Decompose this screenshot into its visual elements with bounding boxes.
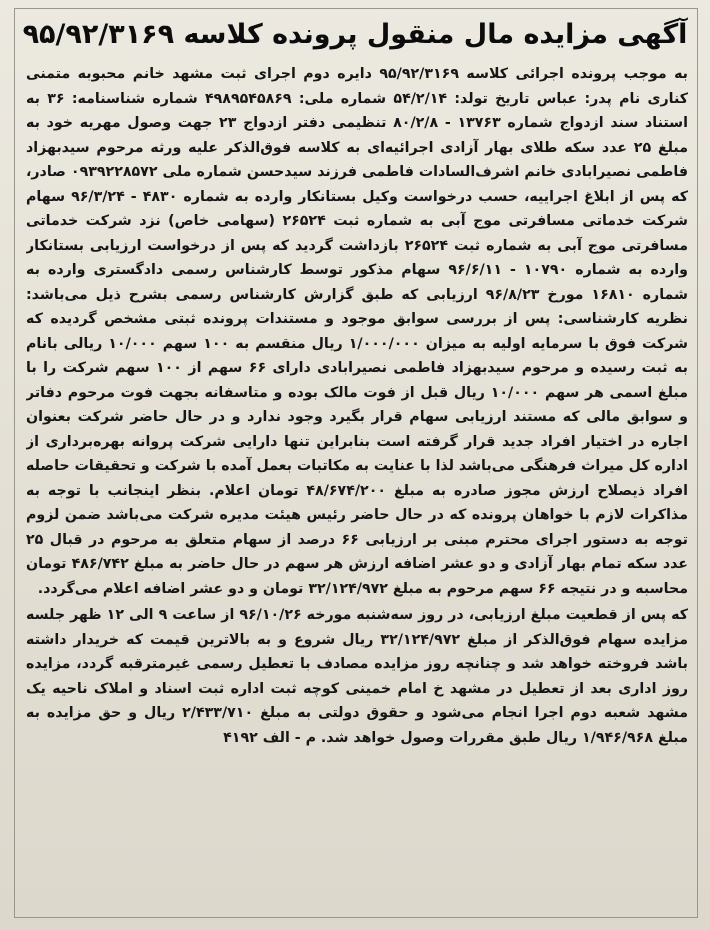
notice-paragraph-main: به موجب پرونده اجرائی کلاسه ۹۵/۹۲/۳۱۶۹ دایره دوم اجرای ثبت مشهد خانم محبوبه متمنی کناری نام پدر: عباس تاریخ تولد: ۵۴/۲/۱۴ شماره ملی: ۴۹۸۹۵۴۵۸۶۹ شماره شناسنامه: ۳۶ به استناد سند ازدواج شماره ۱۳۷۶۳ - ۸۰/۲/۸ تنظیمی دفتر ازدواج ۲۳ جهت وصول مهریه خود به مبلغ ۲۵ عدد سکه طلای بهار آزادی اجرائیه‌ای به کلاسه فوق‌الذکر علیه ورثه مرحوم سیدبهزاد فاطمی نصیرابادی خانم اشرف‌السادات فاطمی فرزند سیدحسن شماره ملی ۰۹۳۹۲۲۸۵۷۲ صادر، که پس از ابلاغ اجراییه، حسب درخواست وکیل بستانکار وارده به شماره ۴۸۳۰ - ۹۶/۳/۲۴ سهام شرکت خدماتی مسافرتی موج آبی به شماره ثبت ۲۶۵۲۴ (سهامی خاص) نزد شرکت خدماتی مسافرتی موج آبی به شماره ثبت ۲۶۵۲۴ بازداشت گردید که پس از درخواست ارزیابی بستانکار وارده به شماره ۱۰۷۹۰ - ۹۶/۶/۱۱ سهام مذکور توسط کارشناس رسمی دادگستری وارده به شماره ۱۶۸۱۰ مورخ ۹۶/۸/۲۳ ارزیابی که طبق گزارش کارشناس رسمی بشرح ذیل می‌باشد: نظریه کارشناسی: پس از بررسی سوابق موجود و مستندات پرونده ثبتی مشخص گردیده که شرکت فوق با سرمایه اولیه به میزان ۱/۰۰۰/۰۰۰ ریال منقسم به ۱۰۰ سهم ۱۰/۰۰۰ ریالی بانام به ثبت رسیده و مرحوم سیدبهزاد فاطمی نصیرابادی دارای ۶۶ سهم از ۱۰۰ سهم شرکت را با مبلغ اسمی هر سهم ۱۰/۰۰۰ ریال قبل از فوت مالک بوده و متاسفانه بجهت فوت مرحوم دفاتر و سوابق مالی که مستند ارزیابی سهام قرار بگیرد وجود ندارد و در حال حاضر شرکت بعنوان اجاره در اختیار افراد جدید قرار گرفته است بنابراین تنها دارایی شرکت پروانه بهره‌برداری از اداره کل میراث فرهنگی می‌باشد لذا با عنایت به مکاتبات بعمل آمده با شرکت و تحقیقات حاصله افراد ذیصلاح ارزش مجوز صادره به مبلغ ۴۸/۶۷۴/۲۰۰ تومان اعلام. بنظر اینجانب با توجه به مذاکرات لازم با خواهان پرونده که در حال حاضر رئیس هیئت مدیره شرکت می‌باشد ضمن لزوم توجه به دستور اجرای محترم مبنی بر ارزیابی ۶۶ درصد از سهام متعلق به مرحوم در قبال ۲۵ عدد سکه تمام بهار آزادی و دو عشر اضافه ارزش هر سهم در حال حاضر به مبلغ ۴۸۶/۷۴۲ تومان محاسبه و در نتیجه ۶۶ سهم مرحوم به مبلغ ۳۲/۱۲۴/۹۷۲ تومان و دو عشر اضافه اعلام می‌گردد. xyxy=(26,66,688,597)
notice-title: آگهی مزایده مال منقول پرونده کلاسه ۹۵/۹۲/۳۱۶۹ xyxy=(22,19,688,50)
notice-paragraph-auction-terms: که پس از قطعیت مبلغ ارزیابی، در روز سه‌شنبه مورخه ۹۶/۱۰/۲۶ از ساعت ۹ الی ۱۲ ظهر جلسه مزایده سهام فوق‌الذکر از مبلغ ۳۲/۱۲۴/۹۷۲ ریال شروع و به بالاترین قیمت که خریدار داشته باشد فروخته خواهد شد و چنانچه روز مزایده مصادف با تعطیل رسمی غیرمترقبه گردد، مزایده روز اداری بعد از تعطیل در مشهد خ امام خمینی کوچه ثبت اداره ثبت اسناد و املاک ناحیه یک مشهد شعبه دوم اجرا انجام می‌شود و حقوق دولتی به مبلغ ۲/۴۳۳/۷۱۰ ریال و حق مزایده به مبلغ ۱/۹۴۶/۹۶۸ ریال طبق مقررات وصول خواهد شد. م - الف ۴۱۹۲ xyxy=(26,607,688,746)
notice-body xyxy=(26,62,688,910)
